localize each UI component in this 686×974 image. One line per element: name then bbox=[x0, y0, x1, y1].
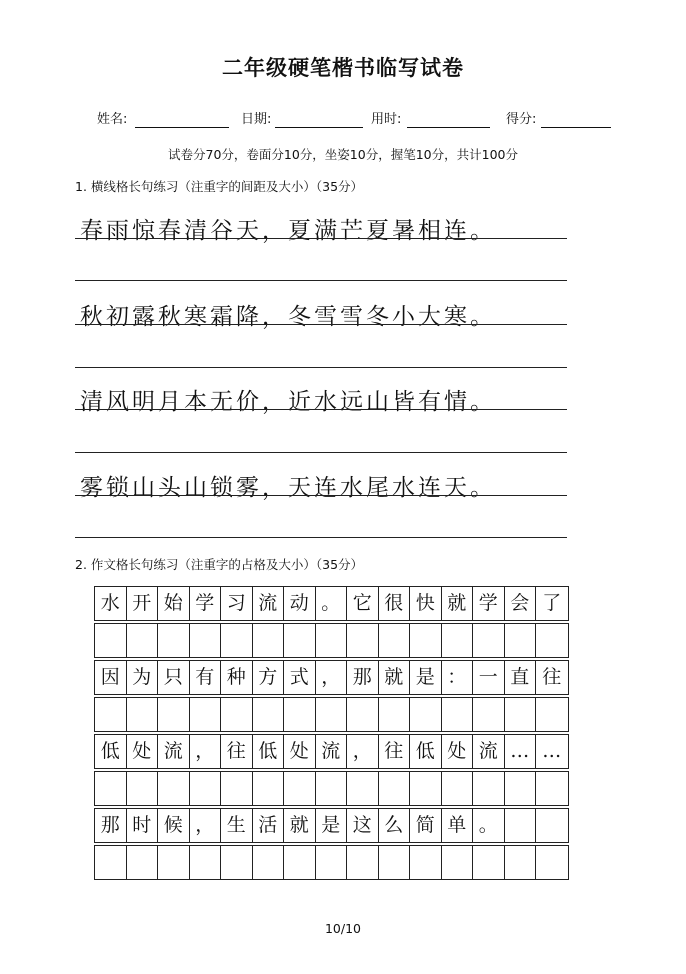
score-description: 试卷分70分，卷面分10分，坐姿10分，握笔10分，共计100分 bbox=[168, 147, 518, 162]
writing-rule bbox=[75, 324, 567, 325]
grid-cell-empty[interactable] bbox=[505, 624, 537, 657]
grid-cell-char: 么 bbox=[379, 809, 411, 842]
grid-cell-empty[interactable] bbox=[253, 624, 285, 657]
name-label: 姓名: bbox=[97, 112, 128, 127]
grid-cell-char: 。 bbox=[473, 809, 505, 842]
grid-cell-empty[interactable] bbox=[410, 846, 442, 879]
grid-cell-empty[interactable] bbox=[347, 846, 379, 879]
grid-cell-empty[interactable] bbox=[284, 698, 316, 731]
grid-row[interactable] bbox=[94, 623, 569, 658]
grid-cell-empty[interactable] bbox=[379, 698, 411, 731]
grid-cell-char: 简 bbox=[410, 809, 442, 842]
grid-cell-empty[interactable] bbox=[316, 772, 348, 805]
writing-rule bbox=[75, 495, 567, 496]
grid-cell-char: 就 bbox=[379, 661, 411, 694]
grid-cell-empty[interactable] bbox=[253, 698, 285, 731]
grid-row bbox=[94, 586, 569, 621]
grid-cell-empty[interactable] bbox=[442, 624, 474, 657]
grid-cell-char: 。 bbox=[316, 587, 348, 620]
handwriting-line-block bbox=[0, 469, 686, 513]
grid-cell-empty[interactable] bbox=[158, 624, 190, 657]
grid-cell-char: ， bbox=[190, 809, 222, 842]
score-label: 得分: bbox=[506, 112, 537, 127]
grid-cell-empty[interactable] bbox=[221, 624, 253, 657]
grid-cell-char: ， bbox=[190, 735, 222, 768]
score-field[interactable] bbox=[541, 127, 611, 128]
grid-cell-char: 低 bbox=[410, 735, 442, 768]
grid-cell-empty[interactable] bbox=[316, 846, 348, 879]
section2-title: 2. 作文格长句练习（注重字的占格及大小）（35分） bbox=[75, 557, 364, 572]
grid-cell-char: 就 bbox=[442, 587, 474, 620]
grid-row bbox=[94, 734, 569, 769]
grid-cell-char: 是 bbox=[316, 809, 348, 842]
grid-cell-char: 活 bbox=[253, 809, 285, 842]
handwriting-line: 雾锁山头山锁雾，天连水尾水连天。 bbox=[80, 475, 496, 501]
writing-rule[interactable] bbox=[75, 367, 567, 368]
grid-cell-char: 时 bbox=[127, 809, 159, 842]
grid-cell-empty[interactable] bbox=[253, 846, 285, 879]
section1-title: 1. 横线格长句练习（注重字的间距及大小）（35分） bbox=[75, 179, 364, 194]
grid-cell-empty[interactable] bbox=[442, 772, 474, 805]
grid-cell-char: 只 bbox=[158, 661, 190, 694]
grid-cell-empty[interactable] bbox=[410, 624, 442, 657]
writing-rule bbox=[75, 238, 567, 239]
date-field[interactable] bbox=[275, 127, 363, 128]
grid-cell-char: … bbox=[505, 735, 537, 768]
handwriting-line-block bbox=[0, 383, 686, 427]
grid-cell-empty[interactable] bbox=[190, 698, 222, 731]
grid-cell-empty[interactable] bbox=[347, 698, 379, 731]
grid-cell-empty[interactable] bbox=[347, 624, 379, 657]
grid-cell-empty[interactable] bbox=[190, 624, 222, 657]
grid-cell-char: 流 bbox=[316, 735, 348, 768]
grid-cell-empty[interactable] bbox=[95, 846, 127, 879]
grid-cell-char: 流 bbox=[158, 735, 190, 768]
grid-cell-char: 习 bbox=[221, 587, 253, 620]
grid-cell-empty[interactable] bbox=[473, 772, 505, 805]
grid-cell-char: 这 bbox=[347, 809, 379, 842]
grid-cell-char: 往 bbox=[379, 735, 411, 768]
grid-cell-char: 就 bbox=[284, 809, 316, 842]
grid-cell-empty[interactable] bbox=[316, 624, 348, 657]
grid-cell-empty[interactable] bbox=[221, 846, 253, 879]
grid-cell-char: 为 bbox=[127, 661, 159, 694]
grid-cell-empty[interactable] bbox=[221, 698, 253, 731]
grid-cell-char: 开 bbox=[127, 587, 159, 620]
grid-cell-empty[interactable] bbox=[536, 698, 568, 731]
writing-rule[interactable] bbox=[75, 452, 567, 453]
grid-cell-empty[interactable] bbox=[284, 846, 316, 879]
grid-cell-empty[interactable] bbox=[505, 772, 537, 805]
grid-cell-empty[interactable] bbox=[536, 809, 568, 842]
grid-cell-char: 单 bbox=[442, 809, 474, 842]
writing-rule bbox=[75, 409, 567, 410]
name-field[interactable] bbox=[135, 127, 229, 128]
grid-cell-char: 一 bbox=[473, 661, 505, 694]
date-label: 日期: bbox=[241, 112, 272, 127]
grid-cell-char: 低 bbox=[95, 735, 127, 768]
grid-cell-empty[interactable] bbox=[127, 772, 159, 805]
grid-cell-char: 往 bbox=[221, 735, 253, 768]
grid-cell-char: ： bbox=[442, 661, 474, 694]
grid-cell-char: 候 bbox=[158, 809, 190, 842]
grid-cell-char: 流 bbox=[253, 587, 285, 620]
grid-cell-empty[interactable] bbox=[95, 772, 127, 805]
grid-cell-char: … bbox=[542, 740, 562, 762]
writing-rule[interactable] bbox=[75, 537, 567, 538]
grid-cell-empty[interactable] bbox=[536, 772, 568, 805]
grid-row[interactable] bbox=[94, 845, 569, 880]
grid-row bbox=[94, 808, 569, 843]
handwriting-line: 春雨惊春清谷天，夏满芒夏暑相连。 bbox=[80, 218, 496, 244]
grid-cell-empty[interactable] bbox=[410, 698, 442, 731]
handwriting-line-block bbox=[0, 298, 686, 342]
grid-cell-empty[interactable] bbox=[284, 624, 316, 657]
grid-cell-char: 那 bbox=[95, 809, 127, 842]
grid-cell-empty[interactable] bbox=[347, 772, 379, 805]
grid-cell-empty[interactable] bbox=[190, 772, 222, 805]
grid-cell-empty[interactable] bbox=[473, 846, 505, 879]
grid-cell-empty[interactable] bbox=[127, 624, 159, 657]
time-field[interactable] bbox=[407, 127, 490, 128]
handwriting-line: 秋初露秋寒霜降，冬雪雪冬小大寒。 bbox=[80, 304, 496, 330]
grid-cell-empty[interactable] bbox=[379, 846, 411, 879]
grid-cell-char: 往 bbox=[542, 666, 562, 688]
grid-cell-empty[interactable] bbox=[473, 624, 505, 657]
grid-cell-empty[interactable] bbox=[95, 624, 127, 657]
student-info-row bbox=[0, 108, 686, 132]
grid-cell-char: 直 bbox=[505, 661, 537, 694]
grid-cell-char: 种 bbox=[221, 661, 253, 694]
grid-cell-char: 会 bbox=[505, 587, 537, 620]
grid-cell-char: 水 bbox=[95, 587, 127, 620]
page-number: 10/10 bbox=[324, 921, 362, 936]
grid-cell-char: 它 bbox=[347, 587, 379, 620]
grid-cell-empty[interactable] bbox=[442, 698, 474, 731]
grid-cell-char: 生 bbox=[221, 809, 253, 842]
grid-cell-char: 学 bbox=[190, 587, 222, 620]
grid-cell-empty[interactable] bbox=[127, 846, 159, 879]
grid-cell-empty[interactable] bbox=[505, 846, 537, 879]
handwriting-line-block bbox=[0, 212, 686, 256]
writing-rule[interactable] bbox=[75, 280, 567, 281]
grid-cell-empty[interactable] bbox=[158, 698, 190, 731]
page-title: 二年级硬笔楷书临写试卷 bbox=[222, 56, 464, 80]
grid-cell-empty[interactable] bbox=[442, 846, 474, 879]
grid-cell-char: 低 bbox=[253, 735, 285, 768]
time-label: 用时: bbox=[371, 112, 402, 127]
handwriting-line: 清风明月本无价，近水远山皆有情。 bbox=[80, 389, 496, 415]
grid-cell-char: 因 bbox=[95, 661, 127, 694]
grid-cell-char: 学 bbox=[473, 587, 505, 620]
grid-cell-empty[interactable] bbox=[284, 772, 316, 805]
grid-cell-char: ， bbox=[347, 735, 379, 768]
grid-row bbox=[94, 660, 569, 695]
grid-cell-char: 流 bbox=[473, 735, 505, 768]
grid-cell-char: 处 bbox=[127, 735, 159, 768]
grid-cell-empty[interactable] bbox=[473, 698, 505, 731]
grid-cell-empty[interactable] bbox=[221, 772, 253, 805]
grid-cell-char: 是 bbox=[410, 661, 442, 694]
grid-cell-char: 式 bbox=[284, 661, 316, 694]
grid-cell-char: 有 bbox=[190, 661, 222, 694]
grid-cell-empty[interactable] bbox=[158, 846, 190, 879]
grid-cell-empty[interactable] bbox=[379, 624, 411, 657]
grid-cell-empty[interactable] bbox=[536, 846, 568, 879]
grid-cell-empty[interactable] bbox=[505, 698, 537, 731]
grid-cell-char: 处 bbox=[442, 735, 474, 768]
grid-cell-char: 始 bbox=[158, 587, 190, 620]
grid-cell-empty[interactable] bbox=[316, 698, 348, 731]
grid-cell-empty[interactable] bbox=[379, 772, 411, 805]
grid-cell-char: 快 bbox=[410, 587, 442, 620]
grid-cell-char: 动 bbox=[284, 587, 316, 620]
grid-row[interactable] bbox=[94, 697, 569, 732]
grid-cell-char: 方 bbox=[253, 661, 285, 694]
grid-cell-empty[interactable] bbox=[158, 772, 190, 805]
grid-cell-empty[interactable] bbox=[505, 809, 537, 842]
grid-cell-char: 了 bbox=[542, 592, 562, 614]
grid-cell-empty[interactable] bbox=[410, 772, 442, 805]
grid-cell-empty[interactable] bbox=[95, 698, 127, 731]
grid-cell-char: 那 bbox=[347, 661, 379, 694]
grid-cell-char: ， bbox=[316, 661, 348, 694]
grid-cell-char: 很 bbox=[379, 587, 411, 620]
grid-cell-empty[interactable] bbox=[190, 846, 222, 879]
grid-cell-empty[interactable] bbox=[127, 698, 159, 731]
grid-cell-empty[interactable] bbox=[253, 772, 285, 805]
grid-row[interactable] bbox=[94, 771, 569, 806]
grid-cell-char: 处 bbox=[284, 735, 316, 768]
grid-cell-empty[interactable] bbox=[536, 624, 568, 657]
